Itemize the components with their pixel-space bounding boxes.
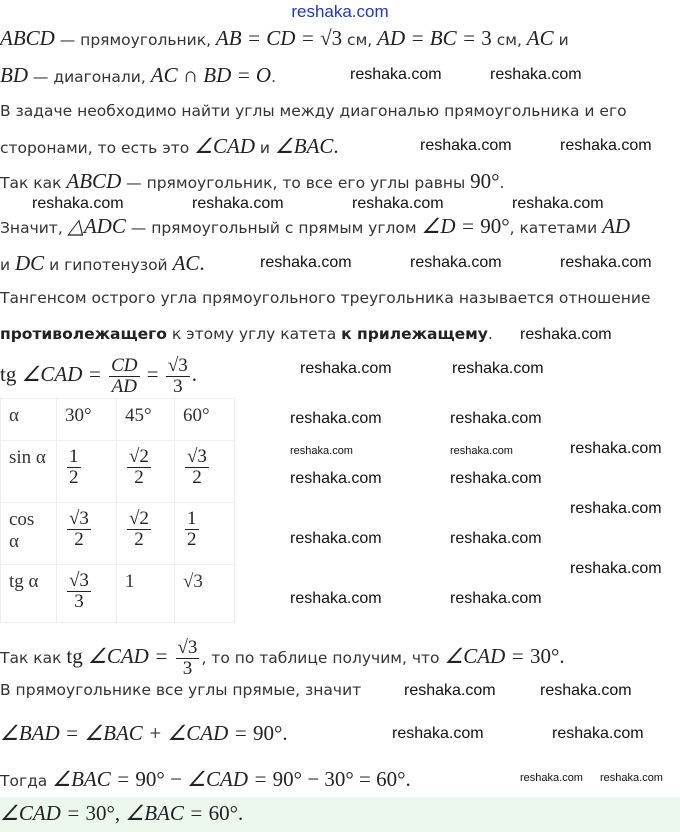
watermark: reshaka.com [300,360,392,377]
text: В прямоугольнике все углы прямые, значит [0,681,362,699]
math: ∠CAD = [187,767,273,791]
table-cell [1,503,57,565]
watermark: reshaka.com [512,195,604,212]
math: 3 [481,26,492,50]
fraction [127,447,151,488]
math: ∠CAD = [88,644,174,668]
text-line [0,356,197,397]
cell-value: cos α [9,509,35,552]
watermark: reshaka.com [490,66,582,83]
text-line [0,721,288,747]
watermark: reshaka.com [570,500,662,517]
site-header-link[interactable]: reshaka.com [291,2,389,21]
text: — диагонали, [28,68,151,86]
watermark: reshaka.com [450,590,542,607]
numerator: √3 [69,508,89,529]
math: BD [0,63,28,87]
numerator: √3 [177,637,198,658]
fraction [67,571,91,612]
text: сторонами, то есть это [0,139,195,157]
text: Так как [0,649,67,667]
text: В задаче необходимо найти углы между диагональю прямоугольника и его [0,102,627,120]
watermark: reshaka.com [350,66,442,83]
numerator: 1 [69,446,79,467]
math: 90° [480,214,510,238]
text-line [0,638,565,679]
table-row [1,503,235,565]
math: = [141,362,164,386]
watermark: reshaka.com [450,470,542,487]
cell-value: tg α [9,571,39,592]
math: ∠BAC = [125,801,209,825]
math: △ADC [67,214,126,238]
cell-value: sin α [9,447,46,468]
answer-line [0,801,243,827]
math: 90°. [252,721,288,745]
text: . [487,325,493,343]
cell-value: √3 [183,571,203,592]
fraction [67,447,81,488]
math: . [333,134,339,158]
math: ∠BAC [274,134,334,158]
cell-value: 60° [183,405,210,426]
table-cell [117,565,175,623]
fraction [67,509,91,550]
fraction [109,356,139,397]
denominator: 2 [134,529,144,550]
cell-value: 1 [125,571,135,592]
fraction [185,447,209,488]
text-line [0,767,411,793]
math: ∠D = [421,214,481,238]
table-cell [1,565,57,623]
table-cell [1,441,57,503]
watermark: reshaka.com [192,195,284,212]
math: DC [15,251,45,275]
denominator: 2 [134,467,144,488]
text: . [499,174,505,192]
math: ∠CAD = [0,801,86,825]
numerator: √2 [129,446,149,467]
text-line [0,678,361,702]
text: Тангенсом острого угла прямоугольного треугольника называется отношение [0,289,651,307]
watermark: reshaka.com [420,137,512,154]
text: — прямоугольник, то все его углы равны [121,174,471,192]
denominator: AD [111,376,137,397]
text-line [0,134,339,160]
watermark: reshaka.com [570,560,662,577]
table-cell [175,399,235,441]
table-cell [57,565,117,623]
table-cell [57,441,117,503]
bold-text: к прилежащему [341,325,488,343]
denominator: 2 [187,529,197,550]
denominator: 2 [192,467,202,488]
watermark: reshaka.com [352,195,444,212]
math: ABCD [0,26,55,50]
text-line [0,99,627,123]
math: ∠BAD = ∠BAC + ∠CAD = [0,721,253,745]
table-cell [175,565,235,623]
text-line [0,63,276,89]
math: 30°, [85,801,126,825]
watermark: reshaka.com [452,360,544,377]
math: AC [172,251,200,275]
text: и [0,256,16,274]
text: — прямоугольный с прямым углом [125,219,422,237]
watermark: reshaka.com [450,530,542,547]
math: 90° [470,169,500,193]
watermark: reshaka.com [392,725,484,742]
text-line [0,322,493,346]
watermark: reshaka.com [290,470,382,487]
numerator: √3 [187,446,207,467]
math: 90° − 30° = 60°. [272,767,411,791]
math: 30°. [529,644,565,668]
watermark: reshaka.com [32,195,124,212]
watermark: reshaka.com [260,254,352,271]
watermark: reshaka.com [520,326,612,343]
table-cell [175,503,235,565]
text-line [0,214,630,240]
table-cell [117,503,175,565]
watermark: reshaka.com [410,254,502,271]
text: и [553,31,569,49]
watermark: reshaka.com [520,772,583,784]
text: . [271,68,277,86]
trig-table [0,398,235,623]
math: AD [602,214,631,238]
watermark: reshaka.com [570,440,662,457]
watermark: reshaka.com [560,137,652,154]
text-line [0,169,504,195]
watermark: reshaka.com [290,530,382,547]
text: и [254,139,275,157]
numerator: CD [111,355,138,376]
math: ∠CAD = [21,362,108,386]
denominator: 2 [69,467,79,488]
text-line [0,251,205,277]
table-cell [57,503,117,565]
text: см, [342,31,378,49]
math: AD = BC = [377,26,482,50]
math: 60°. [208,801,244,825]
text: , катетами [509,219,603,237]
table-cell [117,399,175,441]
watermark: reshaka.com [600,772,663,784]
fraction [176,638,200,679]
table-cell [175,441,235,503]
watermark: reshaka.com [450,410,542,427]
cell-value: α [9,405,19,426]
text: к этому углу катета [166,325,342,343]
text: — прямоугольник, [54,31,216,49]
numerator: √3 [167,355,188,376]
fraction [166,356,190,397]
text-line [0,286,651,310]
numerator: √3 [69,570,89,591]
cell-value: 30° [65,405,92,426]
math: √3 [320,26,343,50]
math: . [199,251,205,275]
math: AB = CD = [215,26,321,50]
math: . [191,362,198,386]
watermark: reshaka.com [290,445,353,457]
table-row [1,565,235,623]
math: tg [0,362,22,386]
text: , то по таблице получим, что [201,649,445,667]
denominator: 3 [182,658,193,679]
watermark: reshaka.com [540,682,632,699]
watermark: reshaka.com [450,445,513,457]
math: ABCD [66,169,122,193]
numerator: √2 [129,508,149,529]
denominator: 3 [173,376,183,397]
table-cell [57,399,117,441]
math: AC [526,26,554,50]
fraction [127,509,151,550]
math: tg [66,644,88,668]
watermark: reshaka.com [404,682,496,699]
math: 90° − [135,767,188,791]
math: ∠CAD [194,134,255,158]
watermark: reshaka.com [552,725,644,742]
text: Тогда [0,772,53,790]
text-line [0,26,569,52]
table-cell [117,441,175,503]
text: см, [491,31,527,49]
fraction [185,509,199,550]
denominator: 2 [74,529,84,550]
text: и гипотенузой [44,256,173,274]
watermark: reshaka.com [560,254,652,271]
watermark: reshaka.com [290,590,382,607]
denominator: 3 [74,591,84,612]
table-row [1,399,235,441]
table-cell [1,399,57,441]
math: AC ∩ BD = O [150,63,272,87]
bold-text: противолежащего [0,325,167,343]
math: ∠BAC = [52,767,136,791]
text: Значит, [0,219,68,237]
math: ∠CAD = [444,644,530,668]
text: Так как [0,174,67,192]
table-row [1,441,235,503]
cell-value: 45° [125,405,152,426]
numerator: 1 [187,508,197,529]
watermark: reshaka.com [290,410,382,427]
